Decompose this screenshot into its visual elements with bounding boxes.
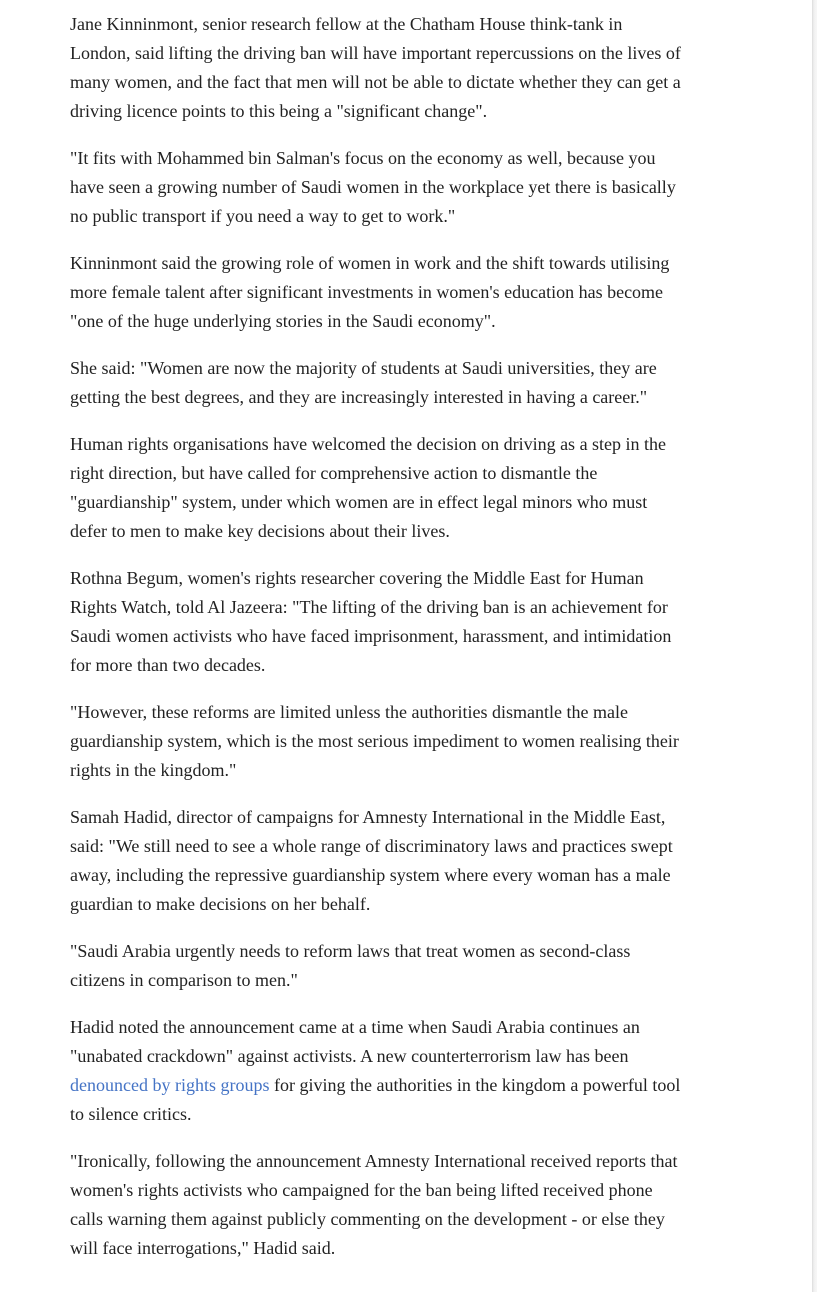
paragraph-women-work <box>70 249 754 336</box>
text-line: rights in the kingdom." <box>70 760 237 780</box>
text-line: have seen a growing number of Saudi women in the workplace yet there is basically <box>70 177 676 197</box>
text-line: Rothna Begum, women's rights researcher covering the Middle East for Human <box>70 568 644 588</box>
text-line: Samah Hadid, director of campaigns for Amnesty International in the Middle East, <box>70 807 666 827</box>
text-line: "It fits with Mohammed bin Salman's focus on the economy as well, because you <box>70 148 656 168</box>
paragraph-reform-laws-quote <box>70 937 754 995</box>
text-line: "Ironically, following the announcement Amnesty International received reports that <box>70 1151 678 1171</box>
paragraph-kinninmont-intro <box>70 10 754 126</box>
text-line: away, including the repressive guardianship system where every woman has a male <box>70 865 671 885</box>
text-line: getting the best degrees, and they are increasingly interested in having a career." <box>70 387 648 407</box>
text-line: defer to men to make key decisions about their lives. <box>70 521 450 541</box>
text-line: more female talent after significant investments in women's education has become <box>70 282 664 302</box>
text-line: driving licence points to this being a "significant change". <box>70 101 488 121</box>
text-line: "one of the huge underlying stories in the Saudi economy". <box>70 311 496 331</box>
text-line: guardian to make decisions on her behalf. <box>70 894 371 914</box>
text-line: "unabated crackdown" against activists. A new counterterrorism law has been <box>70 1046 629 1066</box>
text-line: "guardianship" system, under which women are in effect legal minors who must <box>70 492 648 512</box>
paragraph-human-rights <box>70 430 754 546</box>
paragraph-universities-quote <box>70 354 754 412</box>
text-line: Rights Watch, told Al Jazeera: "The lifting of the driving ban is an achievement for <box>70 597 668 617</box>
text-line: for more than two decades. <box>70 655 266 675</box>
text-line: Hadid noted the announcement came at a time when Saudi Arabia continues an <box>70 1017 640 1037</box>
paragraph-ironically-quote <box>70 1147 754 1263</box>
paragraph-reforms-limited <box>70 698 754 785</box>
text-line: for giving the authorities in the kingdom a powerful tool <box>269 1075 681 1095</box>
text-line: "Saudi Arabia urgently needs to reform laws that treat women as second-class <box>70 941 631 961</box>
text-line: right direction, but have called for comprehensive action to dismantle the <box>70 463 598 483</box>
denounced-by-rights-groups-link[interactable]: denounced by rights groups <box>70 1075 270 1095</box>
text-line: to silence critics. <box>70 1104 192 1124</box>
text-line: London, said lifting the driving ban will have important repercussions on the lives of <box>70 43 681 63</box>
text-line: citizens in comparison to men." <box>70 970 298 990</box>
text-line: said: "We still need to see a whole range of discriminatory laws and practices swept <box>70 836 673 856</box>
paragraph-samah-hadid <box>70 803 754 919</box>
text-line: Jane Kinninmont, senior research fellow at the Chatham House think-tank in <box>70 14 623 34</box>
paragraph-crackdown <box>70 1013 754 1129</box>
text-line: guardianship system, which is the most serious impediment to women realising their <box>70 731 679 751</box>
paragraph-rothna-begum <box>70 564 754 680</box>
text-line: calls warning them against publicly commenting on the development - or else they <box>70 1209 665 1229</box>
text-line: "However, these reforms are limited unless the authorities dismantle the male <box>70 702 628 722</box>
text-line: Human rights organisations have welcomed the decision on driving as a step in the <box>70 434 667 454</box>
page-edge-divider <box>812 0 817 1292</box>
paragraph-kinninmont-quote <box>70 144 754 231</box>
text-line: She said: "Women are now the majority of students at Saudi universities, they are <box>70 358 657 378</box>
text-line: many women, and the fact that men will not be able to dictate whether they can get a <box>70 72 681 92</box>
text-line: Kinninmont said the growing role of women in work and the shift towards utilising <box>70 253 670 273</box>
text-line: Saudi women activists who have faced imprisonment, harassment, and intimidation <box>70 626 672 646</box>
text-line: no public transport if you need a way to get to work." <box>70 206 456 226</box>
text-line: women's rights activists who campaigned for the ban being lifted received phone <box>70 1180 653 1200</box>
text-line: will face interrogations," Hadid said. <box>70 1238 336 1258</box>
article-body <box>70 10 754 1281</box>
